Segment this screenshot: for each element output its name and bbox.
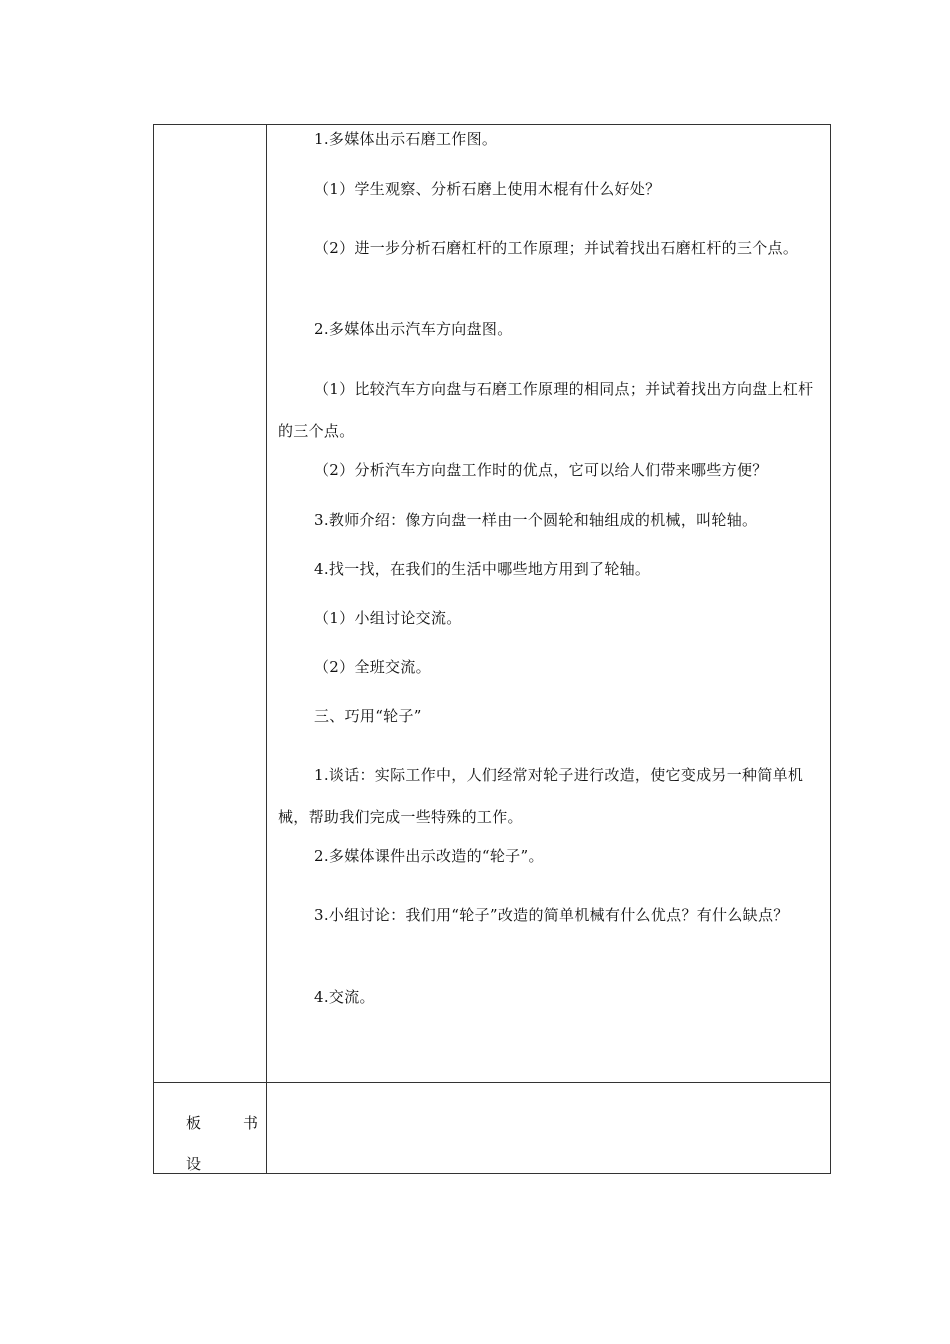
lesson-plan-table	[153, 124, 831, 1174]
section-heading: 三、巧用“轮子”	[314, 707, 422, 725]
paragraph: （2）进一步分析石磨杠杆的工作原理；并试着找出石磨杠杆的三个点。	[314, 239, 799, 257]
paragraph: 4.找一找，在我们的生活中哪些地方用到了轮轴。	[314, 560, 651, 578]
paragraph: 2.多媒体出示汽车方向盘图。	[314, 320, 513, 338]
paragraph: （1）比较汽车方向盘与石磨工作原理的相同点；并试着找出方向盘上杠杆的三个点。	[278, 380, 814, 440]
paragraph: 1.多媒体出示石磨工作图。	[314, 130, 498, 148]
paragraph: 2.多媒体课件出示改造的“轮子”。	[314, 847, 544, 865]
board-design-label: 设	[186, 1155, 202, 1173]
paragraph: 3.小组讨论：我们用“轮子”改造的简单机械有什么优点？有什么缺点？	[314, 906, 789, 924]
paragraph: （1）学生观察、分析石磨上使用木棍有什么好处？	[314, 180, 661, 198]
paragraph: 4.交流。	[314, 988, 375, 1006]
paragraph: （2）分析汽车方向盘工作时的优点，它可以给人们带来哪些方便？	[314, 461, 768, 479]
board-design-label: 书	[243, 1114, 259, 1132]
paragraph: 3.教师介绍：像方向盘一样由一个圆轮和轴组成的机械，叫轮轴。	[314, 511, 758, 529]
paragraph: （2）全班交流。	[314, 658, 431, 676]
paragraph: （1）小组讨论交流。	[314, 609, 462, 627]
board-design-label: 板	[186, 1114, 202, 1132]
paragraph: 1.谈话：实际工作中，人们经常对轮子进行改造，使它变成另一种简单机械，帮助我们完成一些特殊的工作。	[278, 766, 804, 826]
column-divider	[266, 125, 267, 1173]
board-design-cell	[267, 1083, 830, 1173]
